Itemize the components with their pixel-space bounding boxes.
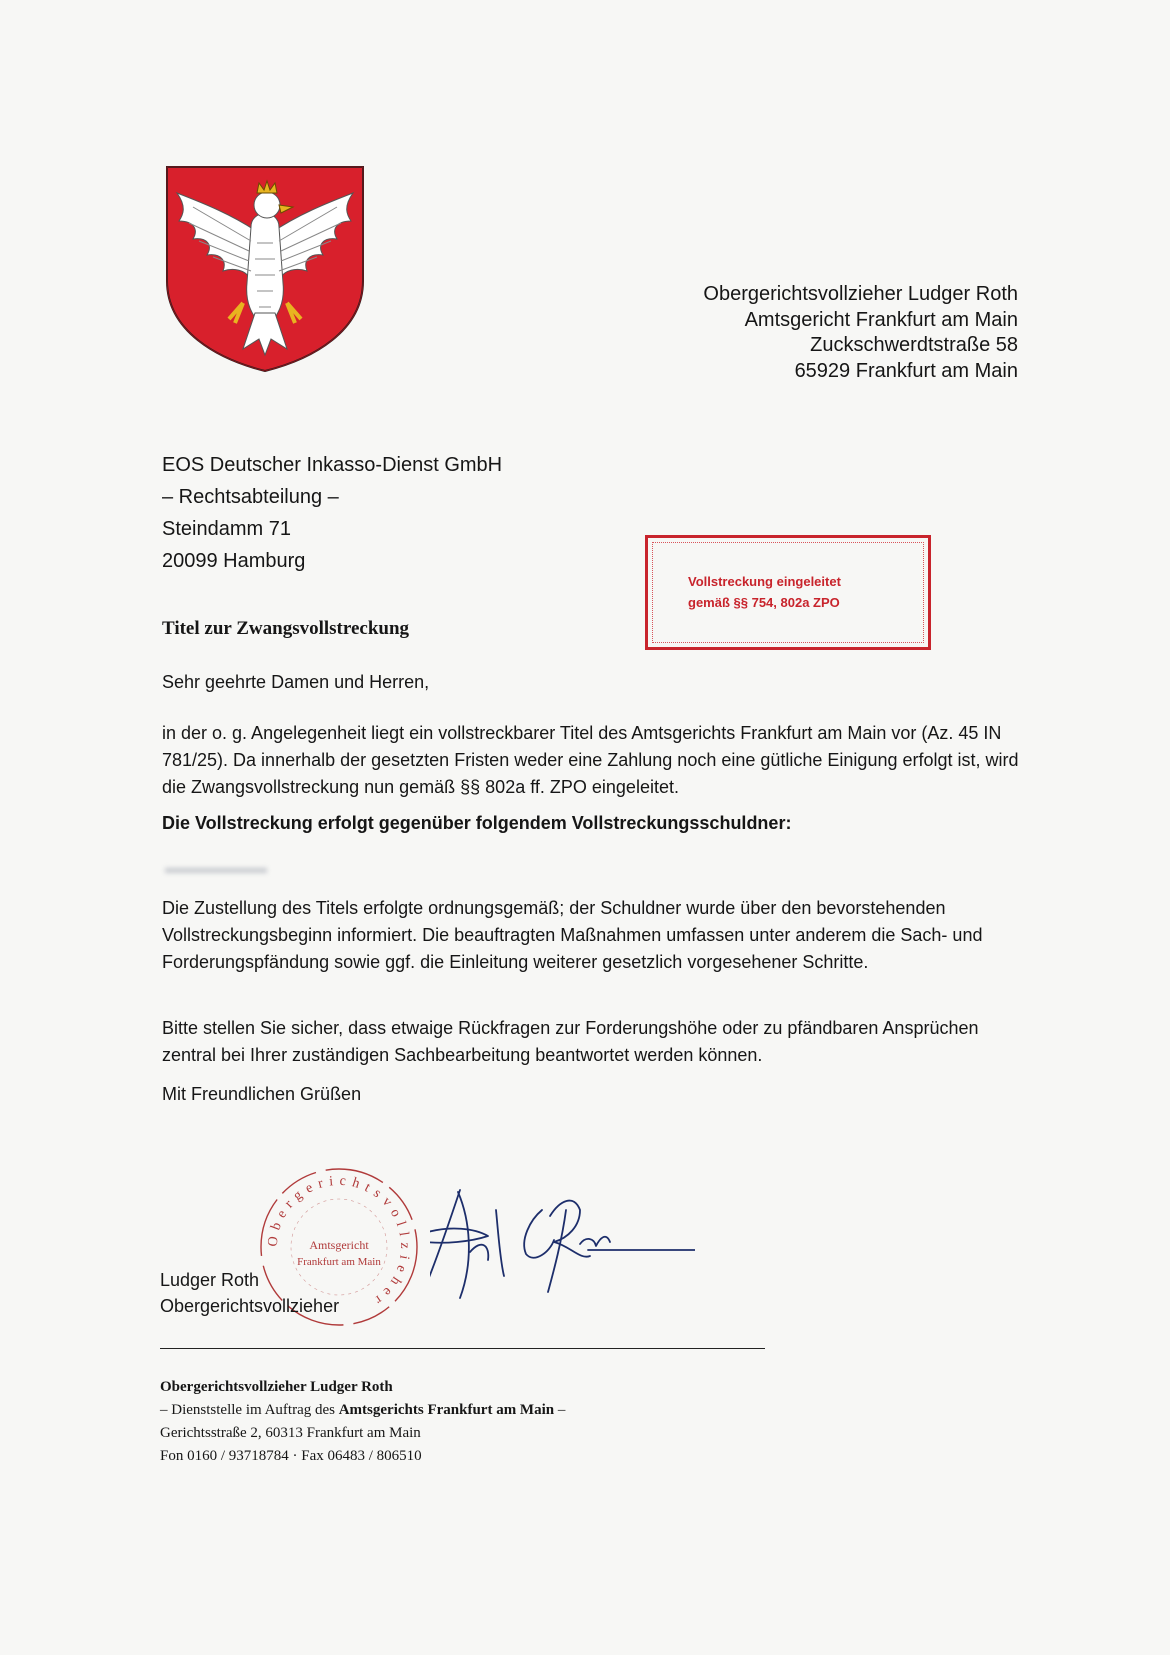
sender-line: 65929 Frankfurt am Main — [794, 359, 1018, 382]
footer-divider — [160, 1348, 765, 1349]
footer-line — [160, 1399, 565, 1422]
recipient-line: EOS Deutscher Inkasso-Dienst GmbH — [162, 454, 503, 476]
enforcement-stamp — [645, 535, 931, 650]
subject-line: Titel zur Zwangsvollstreckung — [162, 618, 410, 639]
closing-greeting: Mit Freundlichen Grüßen — [162, 1084, 362, 1104]
signer-block — [160, 1267, 339, 1319]
stamp-line: gemäß §§ 754, 802a ZPO — [688, 595, 840, 610]
sender-line: Obergerichtsvollzieher Ludger Roth — [703, 283, 1018, 305]
stamp-text — [688, 571, 841, 613]
stamp-line: Vollstreckung eingeleitet — [688, 574, 841, 589]
footer-court: Amtsgerichts Frankfurt am Main — [338, 1402, 555, 1418]
redacted-debtor-block: ▬▬▬▬▬▬ — [165, 858, 267, 877]
sender-line: Zuckschwerdtstraße 58 — [810, 334, 1018, 356]
footer-line: Fon 0160 / 93718784 · Fax 06483 / 806510 — [160, 1448, 422, 1464]
letter-footer — [160, 1376, 565, 1468]
paragraph-service: Die Zustellung des Titels erfolgte ordnungsgemäß; der Schuldner wurde über den bevorstehenden Vollstreckungsbeginn informiert. Die beauftragten Maßnahmen umfassen unter anderem die Sach- und Forderungspfändung sowie ggf. die Einleitung weiterer gesetzlich vorgesehener Schritte. — [162, 898, 983, 972]
recipient-line: 20099 Hamburg — [162, 550, 306, 572]
paragraph-intro: in der o. g. Angelegenheit liegt ein vollstreckbarer Titel des Amtsgerichts Frankfurt am Main vor (Az. 45 IN 781/25). Da innerhalb der gesetzten Fristen weder eine Zahlung noch eine gütliche Einigung erfolgt ist, wird die Zwangsvollstreckung nun gemäß §§ 802a ff. ZPO eingeleitet. — [162, 723, 1019, 797]
recipient-address — [162, 449, 502, 577]
debtor-heading: Die Vollstreckung erfolgt gegenüber folgendem Vollstreckungsschuldner: — [162, 813, 792, 833]
footer-text: – Dienststelle im Auftrag des — [160, 1402, 339, 1418]
paragraph-inquiries: Bitte stellen Sie sicher, dass etwaige Rückfragen zur Forderungshöhe oder zu pfändbaren Ansprüchen zentral bei Ihrer zuständigen Sachbearbeitung beantwortet werden können. — [162, 1018, 979, 1065]
footer-line: Gerichtsstraße 2, 60313 Frankfurt am Main — [160, 1425, 421, 1441]
eagle-coat-of-arms-icon — [163, 163, 367, 373]
sender-line: Amtsgericht Frankfurt am Main — [744, 308, 1018, 331]
sender-address — [703, 282, 1018, 384]
seal-ring-text: Obergerichtsvollzieher — [265, 1173, 413, 1311]
seal-center-line: Frankfurt am Main — [297, 1256, 381, 1268]
signer-name: Ludger Roth — [160, 1270, 260, 1290]
salutation: Sehr geehrte Damen und Herren, — [162, 672, 430, 692]
signer-title: Obergerichtsvollzieher — [160, 1296, 340, 1316]
footer-line: Obergerichtsvollzieher Ludger Roth — [160, 1379, 393, 1395]
recipient-line: Steindamm 71 — [162, 518, 291, 540]
seal-center-line: Amtsgericht — [309, 1238, 369, 1252]
handwritten-signature — [430, 1180, 695, 1315]
footer-text: – — [554, 1402, 566, 1418]
recipient-line: – Rechtsabteilung – — [162, 486, 339, 508]
